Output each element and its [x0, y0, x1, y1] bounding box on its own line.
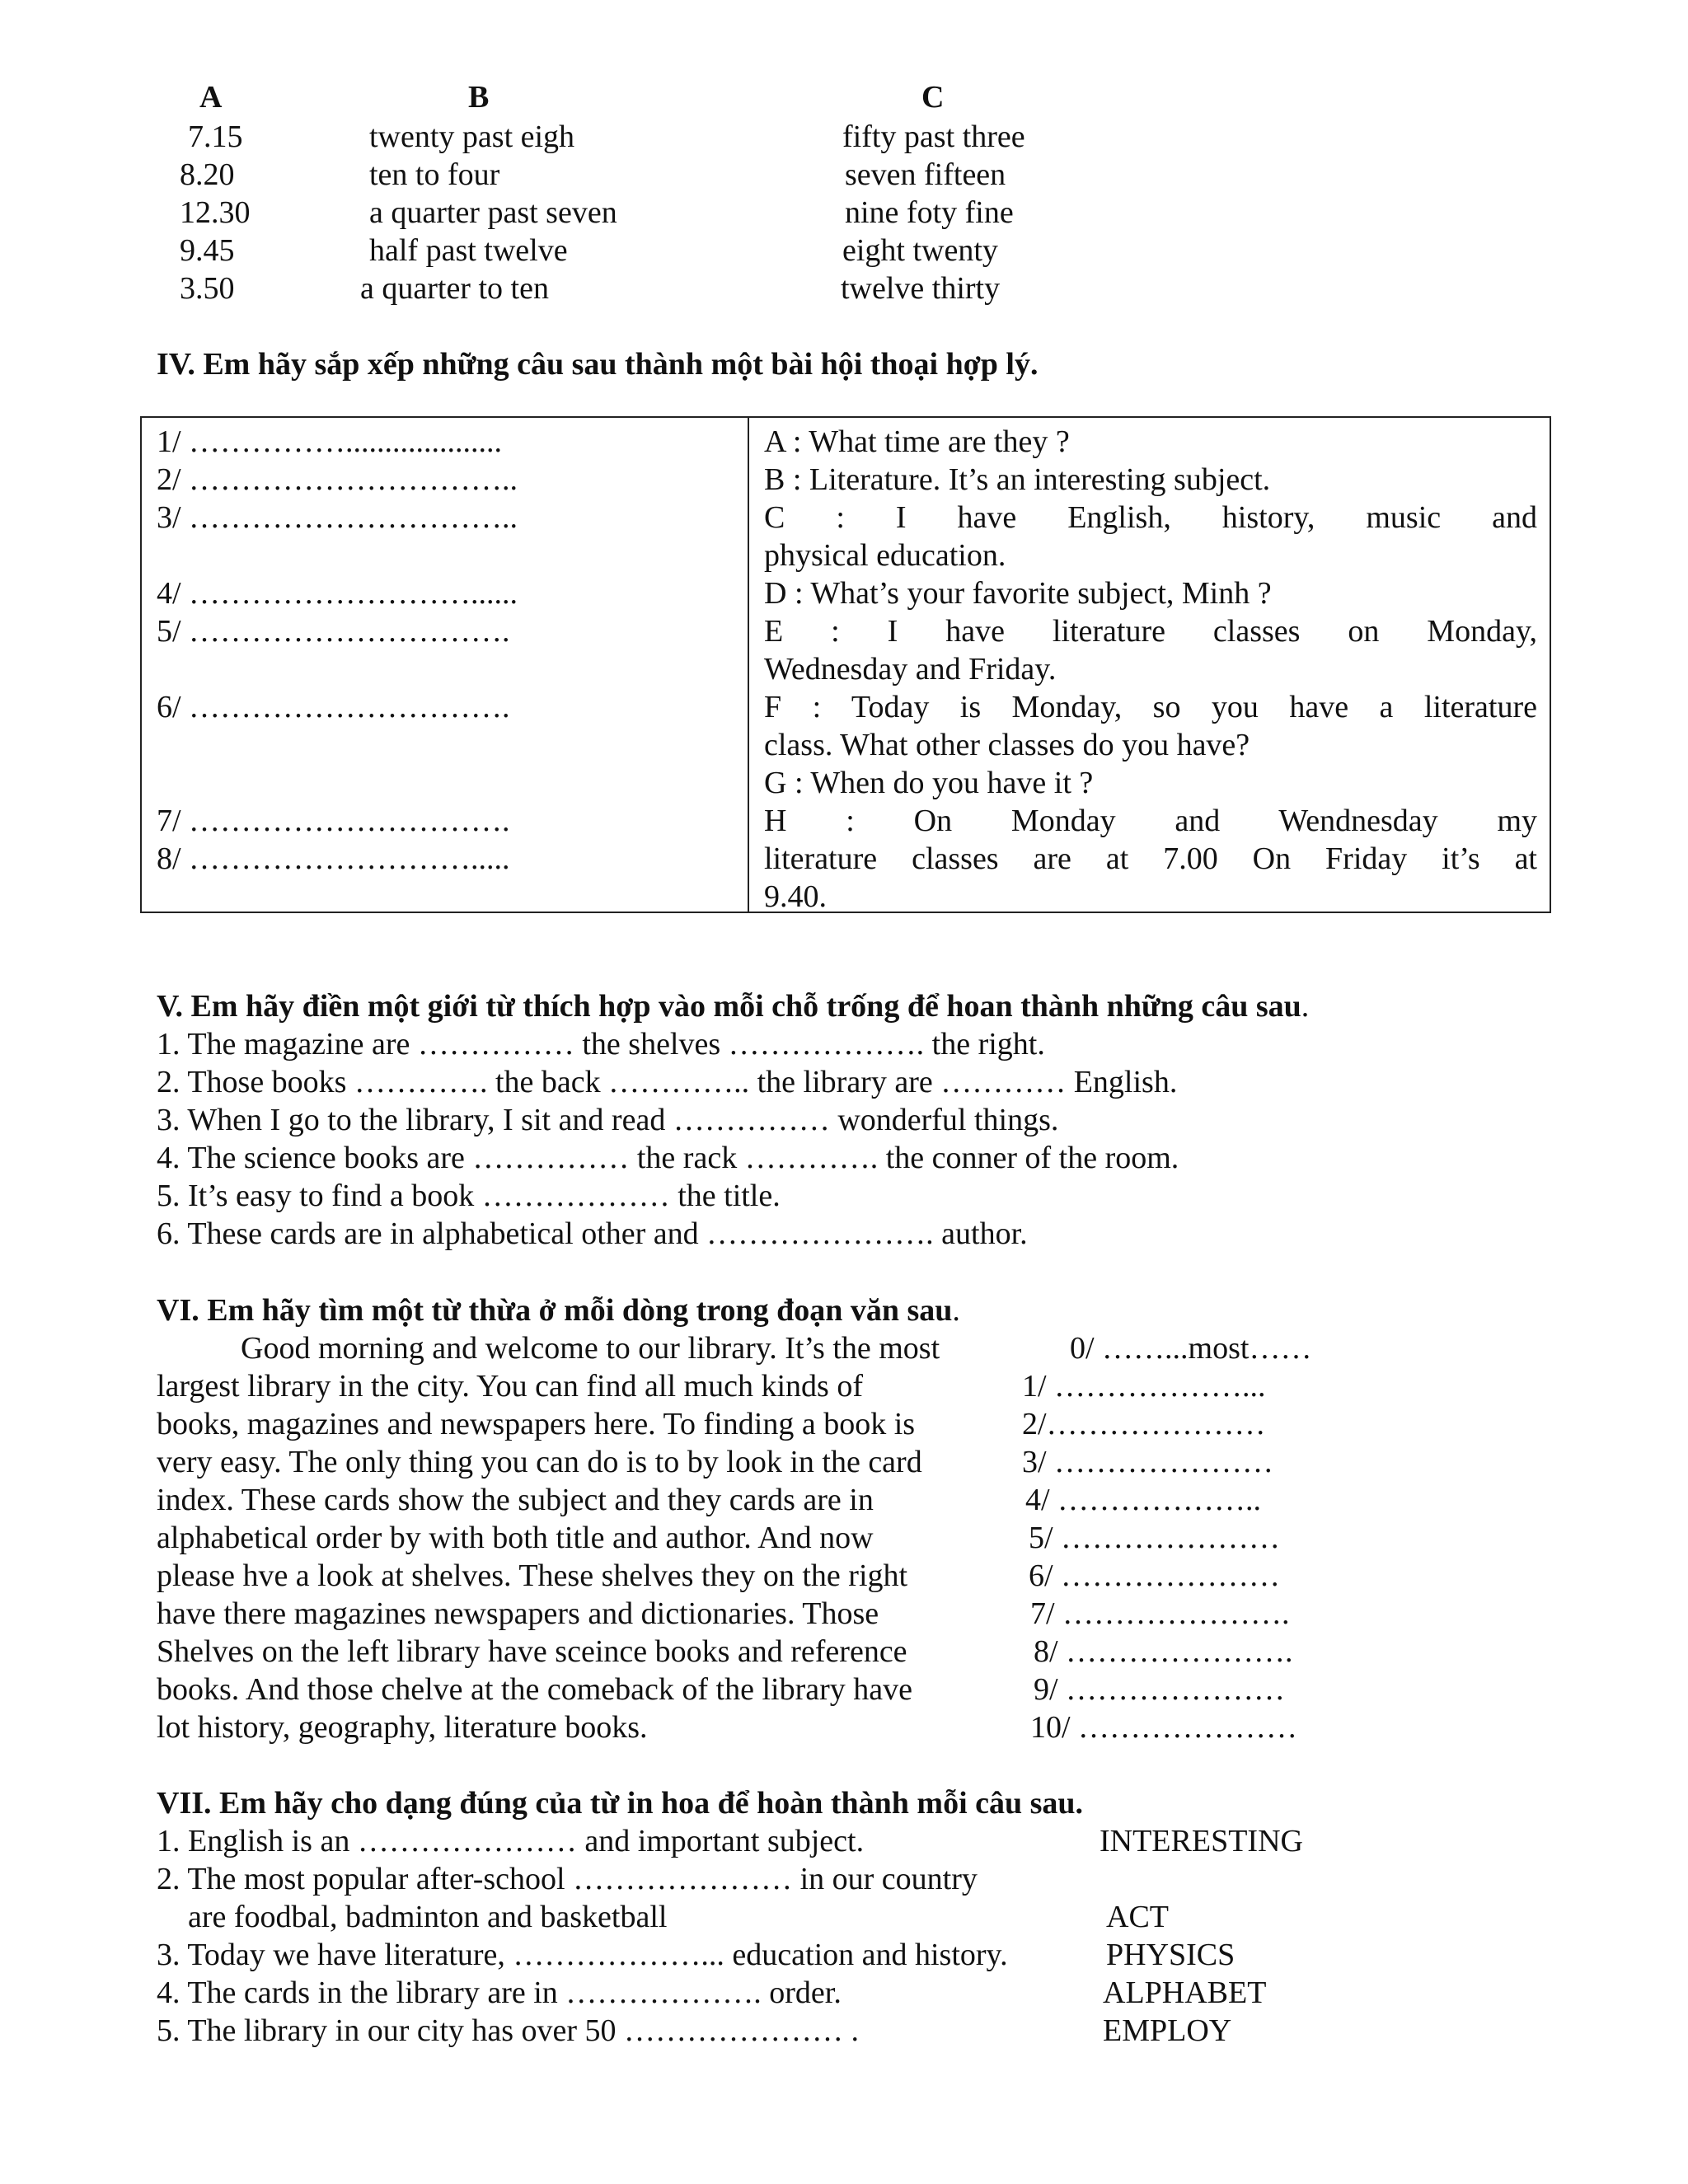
dialogue-line-c: C : I have English, history, music and	[764, 500, 1537, 535]
dialogue-line-e-cont: Wednesday and Friday.	[764, 652, 1057, 687]
dialogue-line-h: H : On Monday and Wendnesday my	[764, 804, 1537, 838]
answer-line: 8/ ………………….	[1034, 1634, 1293, 1669]
section-5-item: 5. It’s easy to find a book ……………… the title.	[157, 1179, 781, 1213]
word-form: ACT	[1106, 1900, 1169, 1934]
dialogue-box	[140, 416, 1551, 913]
match-cell-a: 12.30	[180, 195, 251, 230]
paragraph-line: please hve a look at shelves. These shelves they on the right	[157, 1558, 908, 1593]
paragraph-line: largest library in the city. You can find all much kinds of	[157, 1369, 863, 1404]
answer-slot-2: 2/ …………………………..	[157, 462, 518, 497]
dialogue-line-h-end: 9.40.	[764, 879, 827, 914]
answer-line: 1/ ………………...	[1022, 1369, 1266, 1404]
section-5-title-end: .	[1301, 989, 1310, 1024]
dialogue-line-c-cont: physical education.	[764, 538, 1006, 573]
paragraph-line: index. These cards show the subject and they cards are in	[157, 1483, 874, 1517]
dialogue-line-b: B : Literature. It’s an interesting subject.	[764, 462, 1271, 497]
column-header-c: C	[921, 80, 945, 115]
section-7-item: 2. The most popular after-school ………………… in our country	[157, 1862, 978, 1896]
section-5-item: 4. The science books are …………… the rack …………. the conner of the room.	[157, 1141, 1179, 1175]
answer-line: 7/ ………………….	[1030, 1596, 1290, 1631]
answer-line: 5/ …………………	[1029, 1521, 1281, 1555]
paragraph-line: alphabetical order by with both title and author. And now	[157, 1521, 874, 1555]
match-cell-a: 3.50	[180, 271, 235, 306]
match-cell-b: half past twelve	[369, 233, 568, 268]
paragraph-line: lot history, geography, literature books.	[157, 1710, 648, 1745]
match-cell-c: seven fifteen	[845, 157, 1006, 192]
section-6-title	[157, 1291, 960, 1329]
word-form: EMPLOY	[1103, 2013, 1232, 2048]
column-header-b: B	[468, 80, 490, 115]
match-row	[0, 156, 1688, 194]
match-row	[0, 118, 1688, 156]
answer-slot-3: 3/ …………………………..	[157, 500, 518, 535]
paragraph-line: have there magazines newspapers and dictionaries. Those	[157, 1596, 879, 1631]
dialogue-line-f: F : Today is Monday, so you have a literature	[764, 690, 1537, 724]
answer-line: 0/ ……...most……	[1070, 1331, 1312, 1366]
answer-slot-7: 7/ ………………………….	[157, 804, 510, 838]
paragraph-line: Shelves on the left library have sceince books and reference	[157, 1634, 907, 1669]
answer-slot-4: 4/ ………………………......	[157, 576, 518, 611]
section-5-item: 3. When I go to the library, I sit and read …………… wonderful things.	[157, 1103, 1059, 1137]
section-5-title	[157, 987, 1309, 1025]
section-5-item: 1. The magazine are …………… the shelves ………………. the right.	[157, 1027, 1045, 1062]
match-cell-c: twelve thirty	[841, 271, 1001, 306]
answer-line: 3/ …………………	[1022, 1445, 1274, 1479]
dialogue-line-a: A : What time are they ?	[764, 424, 1070, 459]
dialogue-line-f-cont: class. What other classes do you have?	[764, 728, 1250, 762]
dialogue-divider	[748, 418, 749, 912]
section-6-title-text: VI. Em hãy tìm một từ thừa ở mỗi dòng trong đoạn văn sau	[157, 1293, 953, 1328]
answer-slot-8: 8/ ……………………….....	[157, 841, 510, 876]
section-7-item-cont: are foodbal, badminton and basketball	[188, 1900, 668, 1934]
match-row	[0, 194, 1688, 232]
answer-slot-6: 6/ ………………………….	[157, 690, 510, 724]
answer-line: 9/ …………………	[1034, 1672, 1286, 1707]
section-5-title-text: V. Em hãy điền một giới từ thích hợp vào mỗi chỗ trống để hoan thành những câu sau	[157, 989, 1301, 1024]
section-7-title: VII. Em hãy cho dạng đúng của từ in hoa để hoàn thành mỗi câu sau.	[157, 1786, 1084, 1821]
answer-slot-5: 5/ ………………………….	[157, 614, 510, 649]
word-form: PHYSICS	[1106, 1938, 1236, 1972]
paragraph-line: books. And those chelve at the comeback of the library have	[157, 1672, 912, 1707]
section-7-item: 3. Today we have literature, ………………... education and history.	[157, 1938, 1008, 1972]
dialogue-line-g: G : When do you have it ?	[764, 766, 1094, 800]
section-7-item: 1. English is an ………………… and important subject.	[157, 1824, 865, 1858]
match-cell-b: a quarter to ten	[360, 271, 549, 306]
dialogue-line-h-cont: literature classes are at 7.00 On Friday it’s at	[764, 841, 1537, 876]
answer-line: 6/ …………………	[1029, 1558, 1281, 1593]
match-cell-c: nine foty fine	[845, 195, 1014, 230]
match-cell-a: 8.20	[180, 157, 235, 192]
dialogue-line-e: E : I have literature classes on Monday,	[764, 614, 1537, 649]
answer-slot-1: 1/ ……………....................	[157, 424, 503, 459]
match-cell-c: eight twenty	[842, 233, 998, 268]
paragraph-line: Good morning and welcome to our library. It’s the most	[241, 1331, 940, 1366]
match-cell-b: ten to four	[369, 157, 500, 192]
word-form: INTERESTING	[1100, 1824, 1303, 1858]
answer-line: 4/ ………………..	[1025, 1483, 1262, 1517]
paragraph-line: very easy. The only thing you can do is to by look in the card	[157, 1445, 922, 1479]
section-4-title: IV. Em hãy sắp xếp những câu sau thành một bài hội thoại hợp lý.	[157, 347, 1039, 382]
paragraph-line: books, magazines and newspapers here. To finding a book is	[157, 1407, 916, 1441]
match-cell-a: 9.45	[180, 233, 235, 268]
section-5-item: 2. Those books …………. the back ………….. the library are ………… English.	[157, 1065, 1178, 1099]
dialogue-line-d: D : What’s your favorite subject, Minh ?	[764, 576, 1272, 611]
match-cell-c: fifty past three	[842, 120, 1025, 154]
match-cell-b: a quarter past seven	[369, 195, 617, 230]
match-cell-a: 7.15	[188, 120, 243, 154]
match-row	[0, 232, 1688, 269]
word-form: ALPHABET	[1103, 1975, 1267, 2010]
section-7-item: 5. The library in our city has over 50 ………………… .	[157, 2013, 860, 2048]
match-cell-b: twenty past eigh	[369, 120, 575, 154]
section-7-item: 4. The cards in the library are in ………………. order.	[157, 1975, 842, 2010]
column-header-a: A	[199, 80, 223, 115]
match-row	[0, 269, 1688, 307]
answer-line: 2/…………………	[1022, 1407, 1266, 1441]
answer-line: 10/ …………………	[1030, 1710, 1298, 1745]
section-5-item: 6. These cards are in alphabetical other and …………………. author.	[157, 1216, 1028, 1251]
section-6-title-end: .	[952, 1293, 960, 1328]
